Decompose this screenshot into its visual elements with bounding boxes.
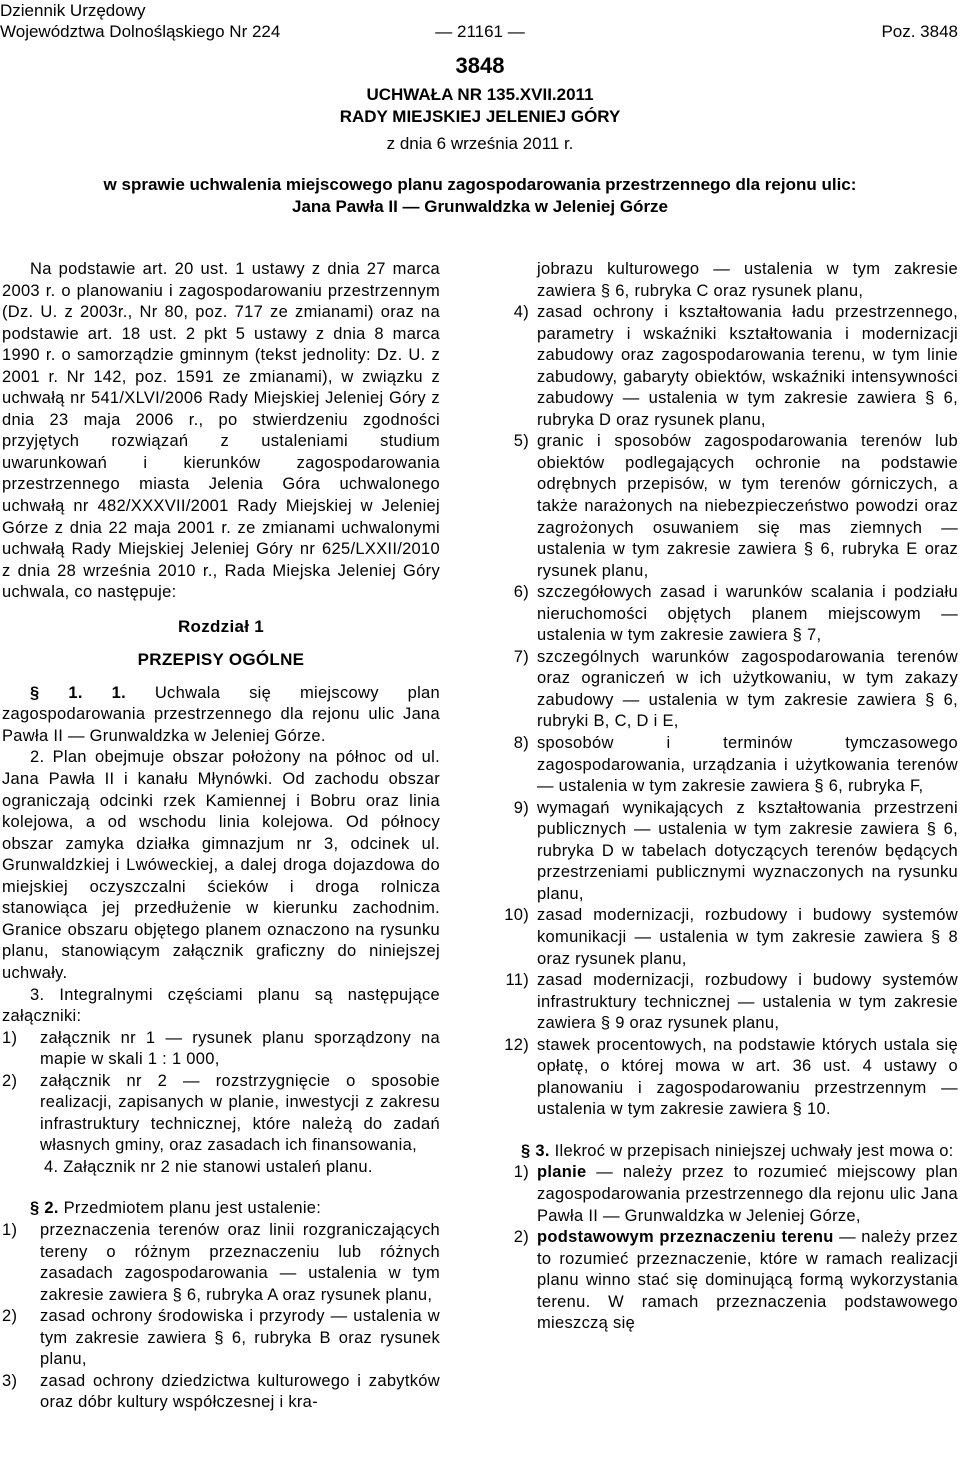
list-item-text: sposobów i terminów tymczasowego zagospodarowania, urządzania i użytkowania terenów — ustalenia w tym zakresie zawiera § 6, rubryka F, (537, 734, 958, 796)
subject-line-1: w sprawie uchwalenia miejscowego planu zagospodarowania przestrzennego dla rejonu ulic: (103, 175, 857, 194)
list-item (493, 582, 958, 647)
position-number: Poz. 3848 (881, 22, 958, 41)
list-item-text: szczegółowych zasad i warunków scalania i podziału nieruchomości objętych planem miejscowym — ustalenia w tym zakresie zawiera § 7, (537, 583, 958, 645)
list-item-number: 1) (2, 1220, 18, 1239)
list-item (493, 733, 958, 798)
list-item-text: jobrazu kulturowego — ustalenia w tym zakresie zawiera § 6, rubryka C oraz rysunek planu, (537, 260, 958, 300)
section-3-intro: § 3. Ilekroć w przepisach niniejszej uchwały jest mowa o: (521, 1141, 954, 1160)
section-1-paragraph-2: 2. Plan obejmuje obszar położony na północ od ul. Jana Pawła II i kanału Młynówki. Od zachodu obszar ograniczają odcinki rzek Kamiennej i Bobru oraz linia kolejowa, a od wschodu linia kolejowa. Od północy obszar zamyka działka gimnazjum nr 3, odcinek ul. Grunwaldzkiej i Lwóweckiej, a dalej droga dojazdowa do miejskiej oczyszczalni ścieków i droga rolnicza stanowiąca jej przedłużenie w kierunku zachodnim. Granice obszaru objętego planem oznaczono na rysunku planu, stanowiącym załącznik graficzny do niniejszej uchwały. (2, 748, 440, 982)
list-item-number: 2) (513, 1228, 529, 1247)
list-item (2, 1220, 440, 1306)
list-item-text: zasad modernizacji, rozbudowy i budowy systemów komunikacji — ustalenia w tym zakresie zawiera § 8 oraz rysunek planu, (537, 906, 958, 968)
list-item-number: 12) (504, 1035, 529, 1054)
list-item-text: zasad ochrony środowiska i przyrody — ustalenia w tym zakresie zawiera § 6, rubryka B oraz rysunek planu, (40, 1307, 440, 1369)
list-item-number: 4) (513, 303, 529, 322)
list-item-text: zasad ochrony dziedzictwa kulturowego i zabytków oraz dóbr kultury współczesnej i kra- (40, 1371, 440, 1412)
resolution-title: UCHWAŁA NR 135.XVII.2011 (366, 85, 594, 104)
journal-subtitle: Województwa Dolnośląskiego Nr 224 (0, 22, 281, 41)
section-3-mark: § 3. (521, 1141, 550, 1160)
list-item-text: granic i sposobów zagospodarowania terenów lub obiektów podlegających ochronie na podstawie odrębnych przepisów, w tym terenów górniczych, a także narażonych na niebezpieczeństwo powodzi oraz zagrożonych osuwaniem się mas ziemnych — ustalenia w tym zakresie zawiera § 6, rubryka E oraz rysunek planu, (537, 432, 958, 580)
list-item-continuation (493, 259, 958, 302)
section-2-intro: § 2. Przedmiotem planu jest ustalenie: (30, 1199, 322, 1218)
list-item (493, 970, 958, 1035)
list-item-text: zasad ochrony i kształtowania ładu przestrzennego, parametry i wskaźniki kształtowania i modernizacji zabudowy oraz zagospodarowania terenu, w tym linie zabudowy, gabaryty obiektów, wskaźniki intensywności zabudowy — ustalenia w tym zakresie zawiera § 6, rubryka D oraz rysunek planu, (537, 303, 958, 429)
section-1-paragraph-4: 4. Załącznik nr 2 nie stanowi ustaleń planu. (44, 1157, 373, 1176)
preamble: Na podstawie art. 20 ust. 1 ustawy z dnia 27 marca 2003 r. o planowaniu i zagospodarowaniu przestrzennym (Dz. U. z 2003r., Nr 80, poz. 717 ze zmianami) oraz na podstawie art. 18 ust. 2 pkt 5 ustawy z dnia 8 marca 1990 r. o samorządzie gminnym (tekst jednolity: Dz. U. z 2001 r. Nr 142, poz. 1591 ze zmianami), w związku z uchwałą nr 541/XLVI/2006 Rady Miejskiej Jeleniej Góry z dnia 23 maja 2006 r., po stwierdzeniu zgodności przyjętych rozwiązań z ustaleniami studium uwarunkowań i kierunków zagospodarowania przestrzennego miasta Jelenia Góra uchwalonego uchwałą nr 482/XXXVII/2001 Rady Miejskiej w Jeleniej Górze z dnia 22 maja 2001 r. ze zmianami uchwalonymi uchwałą Rady Miejskiej Jeleniej Góry nr 625/LXXII/2010 z dnia 28 września 2010 r., Rada Miejska Jeleniej Góry uchwala, co następuje: (2, 260, 440, 602)
list-item (493, 798, 958, 906)
defined-term: podstawowym przeznaczeniu terenu (537, 1228, 834, 1247)
list-item-text: wymagań wynikających z kształtowania przestrzeni publicznych — ustalenia w tym zakresie zawiera § 6, rubryka D w tabelach dotyczących terenów będących przestrzeniami publicznymi wyznaczonych na rysunku planu, (537, 798, 958, 903)
list-item-number: 8) (513, 734, 529, 753)
page-header (0, 0, 960, 44)
list-item-number: 5) (513, 432, 529, 451)
list-item-text: szczególnych warunków zagospodarowania terenów oraz ograniczeń w ich użytkowaniu, w tym zakazy zabudowy — ustalenia w tym zakresie zawiera § 6, rubryki B, C, D i E, (537, 647, 958, 731)
list-item-text: załącznik nr 1 — rysunek planu sporządzony na mapie w skali 1 : 1 000, (40, 1028, 440, 1069)
list-item (2, 1306, 440, 1371)
list-item-number: 9) (513, 798, 529, 817)
list-item (493, 302, 958, 431)
list-item-text: załącznik nr 2 — rozstrzygnięcie o sposobie realizacji, zapisanych w planie, inwestycji z zakresu infrastruktury technicznej, które należą do zadań własnych gminy, oraz zasadach ich finansowania, (40, 1071, 440, 1155)
list-item-number: 6) (513, 583, 529, 602)
page-number: — 21161 — (435, 22, 525, 41)
subject-line-2: Jana Pawła II — Grunwaldzka w Jeleniej Górze (291, 197, 669, 216)
definitions-list (493, 1162, 958, 1334)
list-item-number: 1) (513, 1163, 529, 1182)
chapter-number: Rozdział 1 (177, 616, 265, 636)
list-item (493, 431, 958, 582)
list-item (493, 647, 958, 733)
chapter-title: PRZEPISY OGÓLNE (137, 650, 305, 670)
list-item (2, 1071, 440, 1157)
document-title (0, 48, 960, 218)
list-item-text: podstawowym przeznaczeniu terenu — należy przez to rozumieć przeznaczenie, które w ramach realizacji planu winno stać się dominującą formą wykorzystania terenu. W ramach przeznaczenia podstawowego mieszczą się (537, 1228, 958, 1333)
defined-term: planie (537, 1163, 587, 1182)
section-2-list (2, 1220, 440, 1414)
list-item (493, 905, 958, 970)
list-item-text: przeznaczenia terenów oraz linii rozgraniczających tereny o różnym przeznaczeniu lub różnych zasadach zagospodarowania — ustalenia w tym zakresie zawiera § 6, rubryka A oraz rysunek planu, (40, 1220, 440, 1304)
list-item-number: 1) (2, 1028, 18, 1047)
act-number: 3848 (455, 53, 505, 78)
list-item (493, 1162, 958, 1227)
list-item (2, 1371, 440, 1414)
section-2-mark: § 2. (30, 1199, 59, 1218)
section-1-paragraph-1: § 1. 1. Uchwala się miejscowy plan zagospodarowania przestrzennego dla rejonu ulic Jana Pawła II — Grunwaldzka w Jeleniej Górze. (2, 683, 441, 745)
section-1-paragraph-number: 1. (111, 683, 126, 702)
list-item-text: planie — należy przez to rozumieć miejscowy plan zagospodarowania przestrzennego dla rejonu ulic Jana Pawła II — Grunwaldzka w Jeleniej Górze, (537, 1163, 958, 1225)
list-item (493, 1227, 958, 1335)
list-item (2, 1028, 440, 1071)
right-column (493, 259, 958, 1335)
resolution-date: z dnia 6 września 2011 r. (386, 134, 574, 153)
list-item (493, 1035, 958, 1121)
left-column (2, 259, 440, 1414)
section-1-attachment-list (2, 1028, 440, 1157)
list-item-number: 7) (513, 647, 529, 666)
list-item-number: 2) (2, 1071, 18, 1090)
list-item-text: stawek procentowych, na podstawie których ustala się opłatę, o której mowa w art. 36 ust. 4 ustawy o planowaniu i zagospodarowaniu przestrzennym — ustalenia w tym zakresie zawiera § 10. (537, 1035, 958, 1119)
section-1-mark: § 1. (30, 683, 83, 702)
list-item-number: 3) (2, 1371, 18, 1390)
list-item-number: 10) (504, 906, 529, 925)
council-name: RADY MIEJSKIEJ JELENIEJ GÓRY (339, 107, 621, 126)
section-2-list-continued (493, 302, 958, 1121)
list-item-text: zasad modernizacji, rozbudowy i budowy systemów infrastruktury technicznej — ustalenia w tym zakresie zawiera § 9 oraz rysunek planu, (537, 971, 958, 1033)
list-item-number: 11) (505, 971, 529, 990)
journal-title: Dziennik Urzędowy (0, 1, 146, 20)
list-item-number: 2) (2, 1307, 18, 1326)
section-1-paragraph-3: 3. Integralnymi częściami planu są następujące załączniki: (2, 985, 440, 1026)
